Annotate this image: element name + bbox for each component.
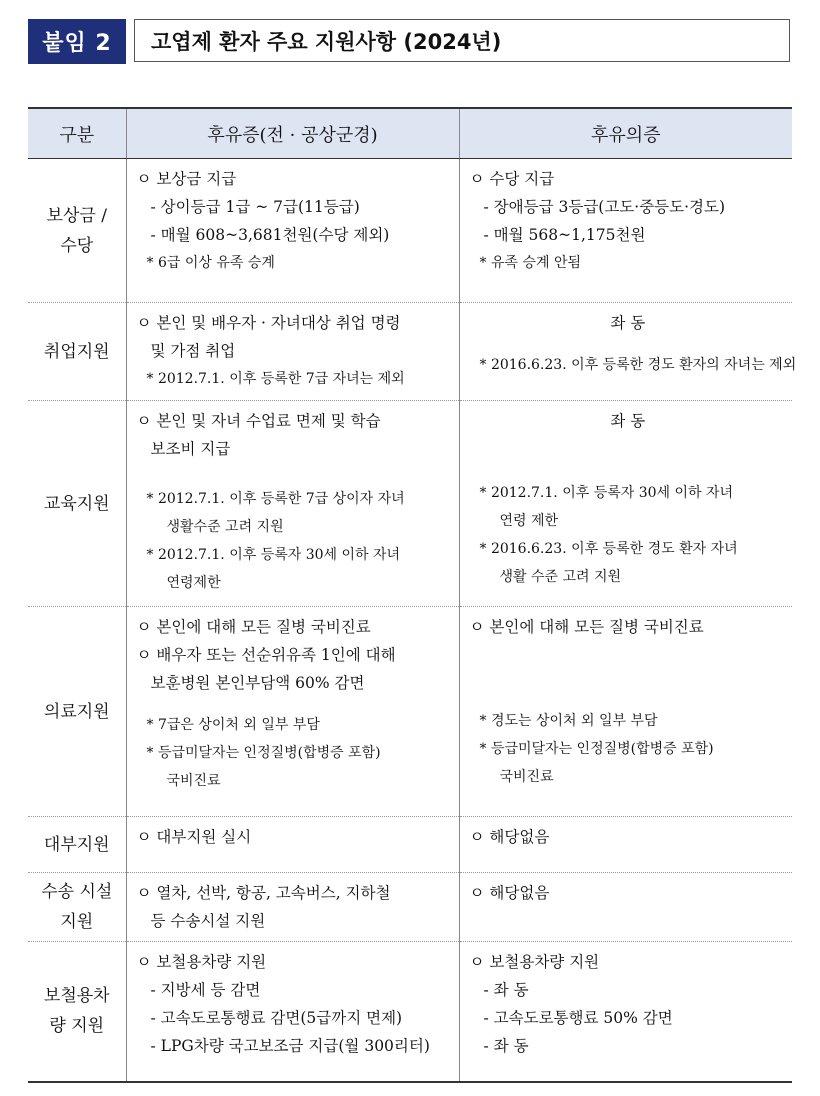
suspected-sequelae-cell — [459, 303, 797, 401]
spacer — [470, 337, 787, 351]
item-line: ㅇ 열차, 선박, 항공, 고속버스, 지하철 — [136, 884, 391, 902]
category-label: 의료지원 — [43, 701, 110, 722]
spacer — [470, 663, 787, 685]
sequelae-cell — [126, 303, 459, 401]
spacer — [470, 685, 787, 707]
item-line: ㅇ 본인에 대해 모든 질병 국비진료 — [469, 618, 704, 636]
table-row — [28, 942, 792, 1082]
item-line: ㅇ 해당없음 — [469, 884, 550, 902]
category-cell — [28, 873, 126, 942]
item-line: - 고속도로통행료 감면(5급까지 면제) — [150, 1009, 403, 1027]
note-line: 생활수준 고려 지원 — [166, 519, 284, 535]
item-line: 보훈병원 본인부담액 60% 감면 — [150, 674, 365, 692]
spacer — [470, 641, 787, 663]
category-cell — [28, 942, 126, 1082]
item-line: ㅇ 해당없음 — [469, 828, 550, 846]
note-line: * 2012.7.1. 이후 등록자 30세 이하 자녀 — [146, 547, 401, 563]
suspected-sequelae-cell — [459, 817, 792, 873]
item-line: 및 가점 취업 — [150, 342, 236, 360]
item-line: ㅇ 배우자 또는 선순위유족 1인에 대해 — [136, 646, 396, 664]
note-line: 연령 제한 — [499, 513, 559, 529]
category-cell — [28, 401, 126, 607]
sequelae-cell — [126, 817, 459, 873]
category-label: 교육지원 — [43, 493, 110, 514]
spacer — [470, 435, 787, 457]
item-line: ㅇ 대부지원 실시 — [136, 828, 252, 846]
table-row — [28, 817, 792, 873]
title-bar — [28, 19, 792, 64]
attachment-tag: 붙임 2 — [28, 19, 126, 64]
note-line: * 2012.7.1. 이후 등록자 30세 이하 자녀 — [479, 485, 734, 501]
item-line: - 지방세 등 감면 — [150, 981, 261, 999]
table-row — [28, 607, 792, 817]
table-body — [28, 159, 797, 1082]
item-line: - 매월 568~1,175천원 — [483, 226, 646, 244]
sequelae-cell — [126, 873, 459, 942]
note-line: * 등급미달자는 인정질병(합병증 포함) — [146, 745, 381, 761]
item-line: - 좌 동 — [483, 1037, 529, 1055]
suspected-sequelae-cell — [459, 607, 792, 817]
column-header-suspected-sequelae: 후유의증 — [459, 108, 792, 159]
item-line: ㅇ 보철용차량 지원 — [136, 953, 267, 971]
category-label: 수송 시설 — [41, 882, 113, 902]
item-line: - 좌 동 — [483, 981, 529, 999]
item-line: 보조비 지급 — [150, 440, 231, 458]
table-row — [28, 303, 792, 401]
item-line: - 상이등급 1급 ~ 7급(11등급) — [150, 198, 360, 216]
spacer — [470, 457, 787, 479]
table-row — [28, 401, 792, 607]
sequelae-cell — [126, 159, 459, 303]
sequelae-cell — [126, 942, 459, 1082]
category-cell — [28, 817, 126, 873]
note-line: * 2016.6.23. 이후 등록한 경도 환자의 자녀는 제외 — [479, 357, 797, 373]
spacer — [137, 697, 453, 711]
item-line: ㅇ 본인에 대해 모든 질병 국비진료 — [136, 618, 371, 636]
suspected-sequelae-cell — [459, 401, 792, 607]
category-label: 지원 — [60, 912, 94, 932]
column-header-category: 구분 — [28, 108, 126, 159]
table-row — [28, 873, 792, 942]
category-label: 수당 — [60, 235, 94, 256]
note-line: * 6급 이상 유족 승계 — [146, 255, 275, 271]
table-row — [28, 159, 792, 303]
category-label: 보상금 / — [46, 205, 107, 226]
note-line: 국비진료 — [166, 773, 221, 789]
item-line: - 고속도로통행료 50% 감면 — [483, 1009, 673, 1027]
sequelae-cell — [126, 401, 459, 607]
note-line: 연령제한 — [166, 575, 221, 591]
suspected-sequelae-cell — [459, 873, 792, 942]
item-line: 좌 동 — [610, 314, 646, 332]
table-header — [28, 108, 792, 159]
note-line: 국비진료 — [499, 769, 554, 785]
category-cell — [28, 607, 126, 817]
suspected-sequelae-cell — [459, 942, 792, 1082]
note-line: * 2016.6.23. 이후 등록한 경도 환자 자녀 — [479, 541, 738, 557]
spacer — [137, 463, 453, 485]
note-line: * 등급미달자는 인정질병(합병증 포함) — [479, 741, 714, 757]
support-table — [28, 107, 797, 1083]
page-title: 고엽제 환자 주요 지원사항 (2024년) — [134, 19, 790, 62]
suspected-sequelae-cell — [459, 159, 792, 303]
note-line: * 7급은 상이처 외 일부 부담 — [146, 717, 320, 733]
note-line: * 2012.7.1. 이후 등록한 7급 상이자 자녀 — [146, 491, 405, 507]
item-line: ㅇ 수당 지급 — [469, 170, 555, 188]
item-line: ㅇ 본인 및 배우자 · 자녀대상 취업 명령 — [136, 314, 401, 332]
category-label: 보철용차 — [43, 986, 110, 1007]
column-header-sequelae: 후유증(전 · 공상군경) — [126, 108, 459, 159]
category-cell — [28, 159, 126, 303]
category-cell — [28, 303, 126, 401]
item-line: ㅇ 보철용차량 지원 — [469, 953, 600, 971]
item-line: ㅇ 본인 및 자녀 수업료 면제 및 학습 — [136, 412, 381, 430]
item-line: - LPG차량 국고보조금 지급(월 300리터) — [150, 1037, 430, 1055]
note-line: * 2012.7.1. 이후 등록한 7급 자녀는 제외 — [146, 371, 405, 387]
category-label: 취업지원 — [43, 341, 110, 362]
category-label: 대부지원 — [43, 834, 110, 855]
note-line: 생활 수준 고려 지원 — [499, 569, 622, 585]
item-line: ㅇ 보상금 지급 — [136, 170, 237, 188]
category-label: 량 지원 — [49, 1016, 105, 1037]
note-line: * 경도는 상이처 외 일부 부담 — [479, 713, 658, 729]
item-line: - 매월 608~3,681천원(수당 제외) — [150, 226, 390, 244]
note-line: * 유족 승계 안됨 — [479, 255, 581, 271]
item-line: 좌 동 — [610, 412, 646, 430]
item-line: - 장애등급 3등급(고도·중등도·경도) — [483, 198, 726, 216]
sequelae-cell — [126, 607, 459, 817]
item-line: 등 수송시설 지원 — [150, 912, 266, 930]
